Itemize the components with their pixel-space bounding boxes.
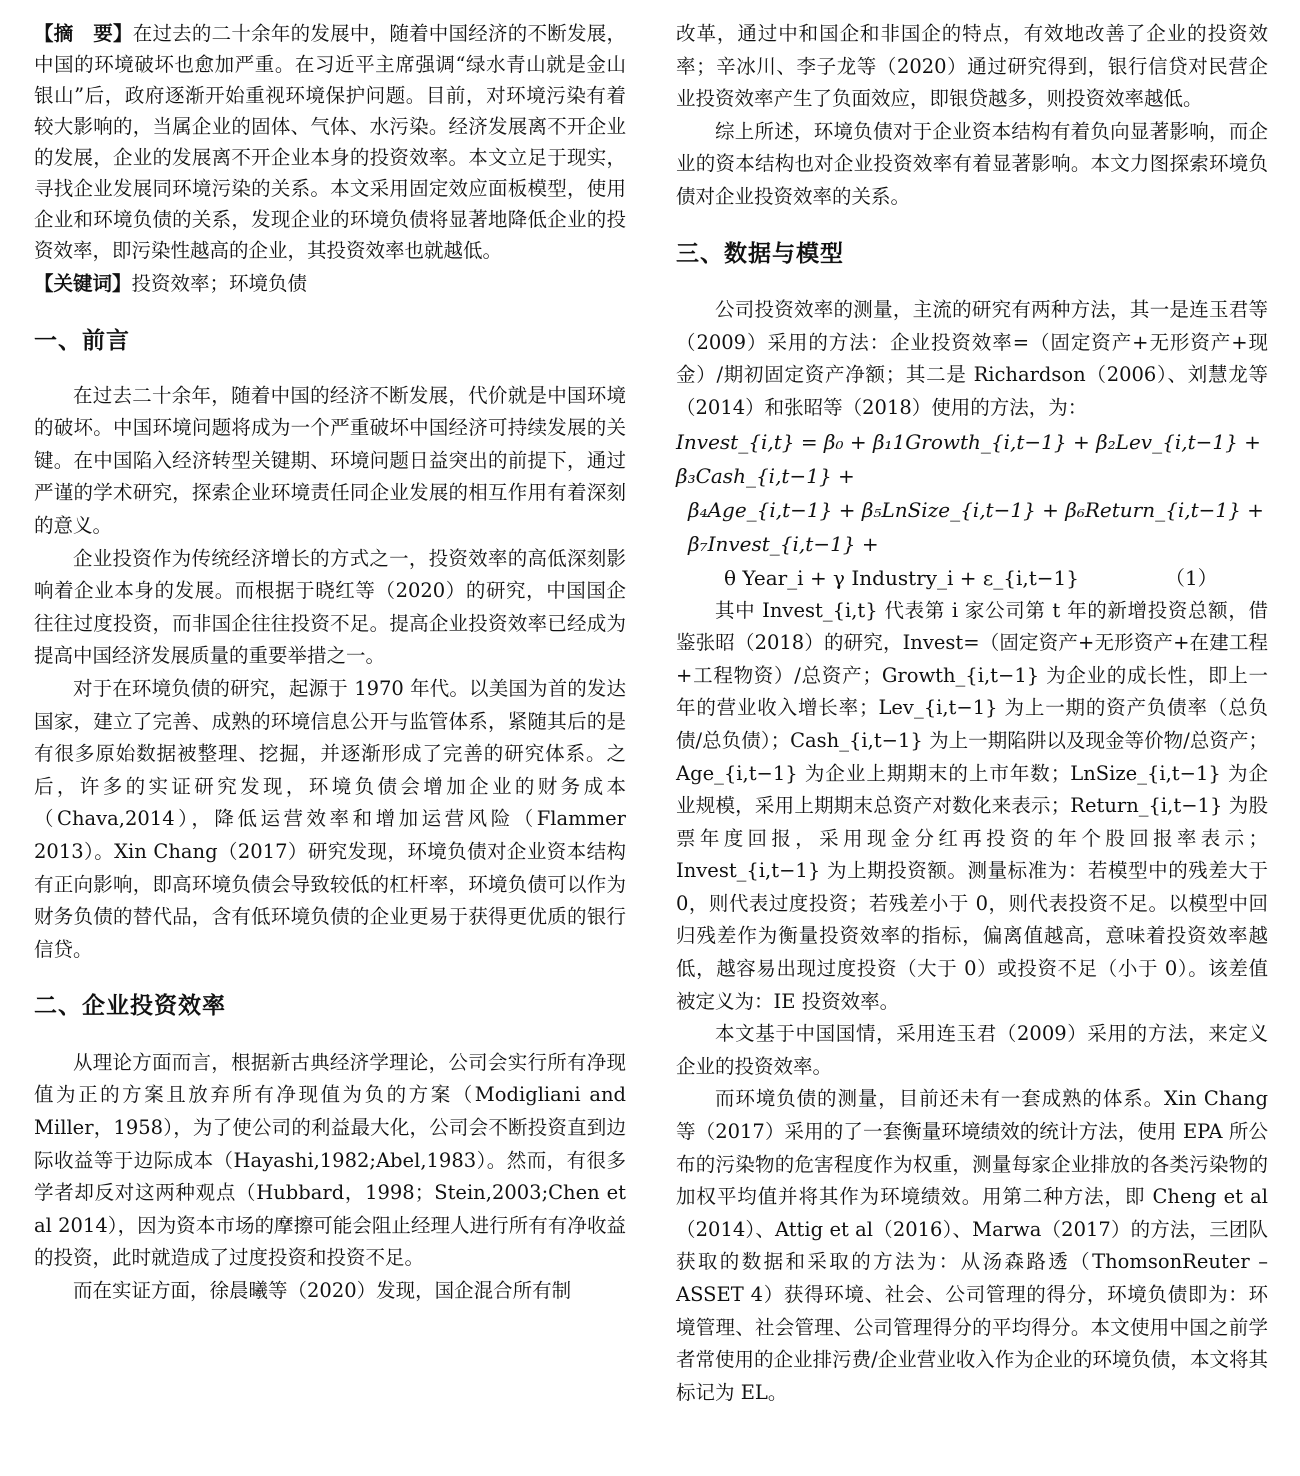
left-column xyxy=(34,18,626,1308)
section-heading-intro: 一、前言 xyxy=(34,328,130,354)
equation-line-2: β₄Age_{i,t−1} + β₅LnSize_{i,t−1} + β₆Return_{i,t−1} + β₇Invest_{i,t−1} + xyxy=(688,497,1264,556)
abstract-label: 【摘 要】 xyxy=(34,22,133,45)
section-heading-investment-efficiency: 二、企业投资效率 xyxy=(34,993,226,1020)
keywords xyxy=(34,268,626,299)
abstract-text: 在过去的二十余年的发展中，随着中国经济的不断发展，中国的环境破坏也愈加严重。在习近平主席强调“绿水青山就是金山银山”后，政府逐渐开始重视环境保护问题。目前，对环境污染有着较大影响的，当属企业的固体、气体、水污染。经济发展离不开企业的发展，企业的发展离不开企业本身的投资效率。本文立足于现实，寻找企业发展同环境污染的关系。本文采用固定效应面板模型，使用企业和环境负债的关系，发现企业的环境负债将显著地降低企业的投资效率，即污染性越高的企业，其投资效率也就越低。 xyxy=(34,22,626,262)
section-heading-data-model: 三、数据与模型 xyxy=(676,240,844,267)
intro-paragraph-1: 在过去二十余年，随着中国的经济不断发展，代价就是中国环境的破坏。中国环境问题将成为一个严重破坏中国经济可持续发展的关键。在中国陷入经济转型关键期、环境问题日益突出的前提下，通过严谨的学术研究，探索企业环境责任同企业发展的相互作用有着深刻的意义。 xyxy=(34,383,626,537)
model-paragraph-3: 本文基于中国国情，采用连玉君（2009）采用的方法，来定义企业的投资效率。 xyxy=(676,1022,1268,1078)
investment-paragraph-2-start: 而在实证方面，徐晨曦等（2020）发现，国企混合所有制 xyxy=(73,1279,572,1303)
equation-number: （1） xyxy=(1164,565,1218,590)
intro-paragraph-3: 对于在环境负债的研究，起源于 1970 年代。以美国为首的发达国家，建立了完善、成熟的环境信息公开与监管体系，紧随其后的是有很多原始数据被整理、挖掘，并逐渐形成了完善的研究体系。之后，许多的实证研究发现，环境负债会增加企业的财务成本（Chava,2014），降低运营效率和增加运营风险（Flammer 2013）。Xin Chang（2017）研究发现，环境负债对企业资本结构有正向影响，即高环境负债会导致较低的杠杆率，环境负债可以作为财务负债的替代品，含有低环境负债的企业更易于获得更优质的银行信贷。 xyxy=(34,676,626,961)
abstract xyxy=(34,18,626,266)
model-paragraph-4: 而环境负债的测量，目前还未有一套成熟的体系。Xin Chang 等（2017）采用的了一套衡量环境绩效的统计方法，使用 EPA 所公布的污染物的危害程度作为权重，测量每家企业排放的各类污染物的加权平均值并将其作为环境绩效。用第二种方法，即 Cheng et al（2014）、Attig et al（2016）、Marwa（2017）的方法，三团队获取的数据和采取的方法为：从汤森路透（ThomsonReuter – ASSET 4）获得环境、社会、公司管理的得分，环境负债即为：环境管理、社会管理、公司管理得分的平均得分。本文使用中国之前学者常使用的企业排污费/企业营业收入作为企业的环境负债，本文将其标记为 EL。 xyxy=(676,1087,1268,1404)
equation-line-3 xyxy=(676,561,1268,595)
right-column xyxy=(676,18,1268,1409)
keywords-text: 投资效率；环境负债 xyxy=(131,272,308,295)
investment-paragraph-3: 综上所述，环境负债对于企业资本结构有着负向显著影响，而企业的资本结构也对企业投资效率有着显著影响。本文力图探索环境负债对企业投资效率的关系。 xyxy=(676,119,1268,208)
equation-line-1: Invest_{i,t} = β₀ + β₁1Growth_{i,t−1} + β₂Lev_{i,t−1} + β₃Cash_{i,t−1} + xyxy=(676,429,1261,488)
model-paragraph-1: 公司投资效率的测量，主流的研究有两种方法，其一是连玉君等（2009）采用的方法：企业投资效率=（固定资产+无形资产+现金）/期初固定资产净额；其二是 Richardson（2006）、刘慧龙等（2014）和张昭等（2018）使用的方法，为： xyxy=(676,298,1268,419)
equation-line-3-text: θ Year_i + γ Industry_i + ε_{i,t−1} xyxy=(724,565,1079,590)
investment-paragraph-2-continued: 改革，通过中和国企和非国企的特点，有效地改善了企业的投资效率；辛冰川、李子龙等（2020）通过研究得到，银行信贷对民营企业投资效率产生了负面效应，即银贷越多，则投资效率越低。 xyxy=(676,22,1268,111)
model-paragraph-2: 其中 Invest_{i,t} 代表第 i 家公司第 t 年的新增投资总额，借鉴张昭（2018）的研究，Invest=（固定资产+无形资产+在建工程+工程物资）/总资产；Growth_{i,t−1} 为企业的成长性，即上一年的营业收入增长率；Lev_{i,t−1} 为上一期的资产负债率（总负债/总负债）；Cash_{i,t−1} 为上一期陷阱以及现金等价物/总资产；Age_{i,t−1} 为企业上期期末的上市年数；LnSize_{i,t−1} 为企业规模，采用上期期末总资产对数化来表示；Return_{i,t−1} 为股票年度回报，采用现金分红再投资的年个股回报率表示；Invest_{i,t−1} 为上期投资额。测量标准为：若模型中的残差大于 0，则代表过度投资；若残差小于 0，则代表投资不足。以模型中回归残差作为衡量投资效率的指标，偏离值越高，意味着投资效率越低，越容易出现过度投资（大于 0）或投资不足（小于 0）。该差值被定义为：IE 投资效率。 xyxy=(676,598,1268,1013)
intro-paragraph-2: 企业投资作为传统经济增长的方式之一，投资效率的高低深刻影响着企业本身的发展。而根据于晓红等（2020）的研究，中国国企往往过度投资，而非国企往往投资不足。提高企业投资效率已经成为提高中国经济发展质量的重要举措之一。 xyxy=(34,546,626,668)
regression-equation xyxy=(676,425,1268,595)
keywords-label: 【关键词】 xyxy=(34,272,132,295)
investment-paragraph-1: 从理论方面而言，根据新古典经济学理论，公司会实行所有净现值为正的方案且放弃所有净现值为负的方案（Modigliani and Miller，1958），为了使公司的利益最大化，公司会不断投资直到边际收益等于边际成本（Hayashi,1982;Abel,1983）。然而，有很多学者却反对这两种观点（Hubbard，1998；Stein,2003;Chen et al 2014），因为资本市场的摩擦可能会阻止经理人进行所有有净收益的投资，此时就造成了过度投资和投资不足。 xyxy=(34,1050,626,1270)
